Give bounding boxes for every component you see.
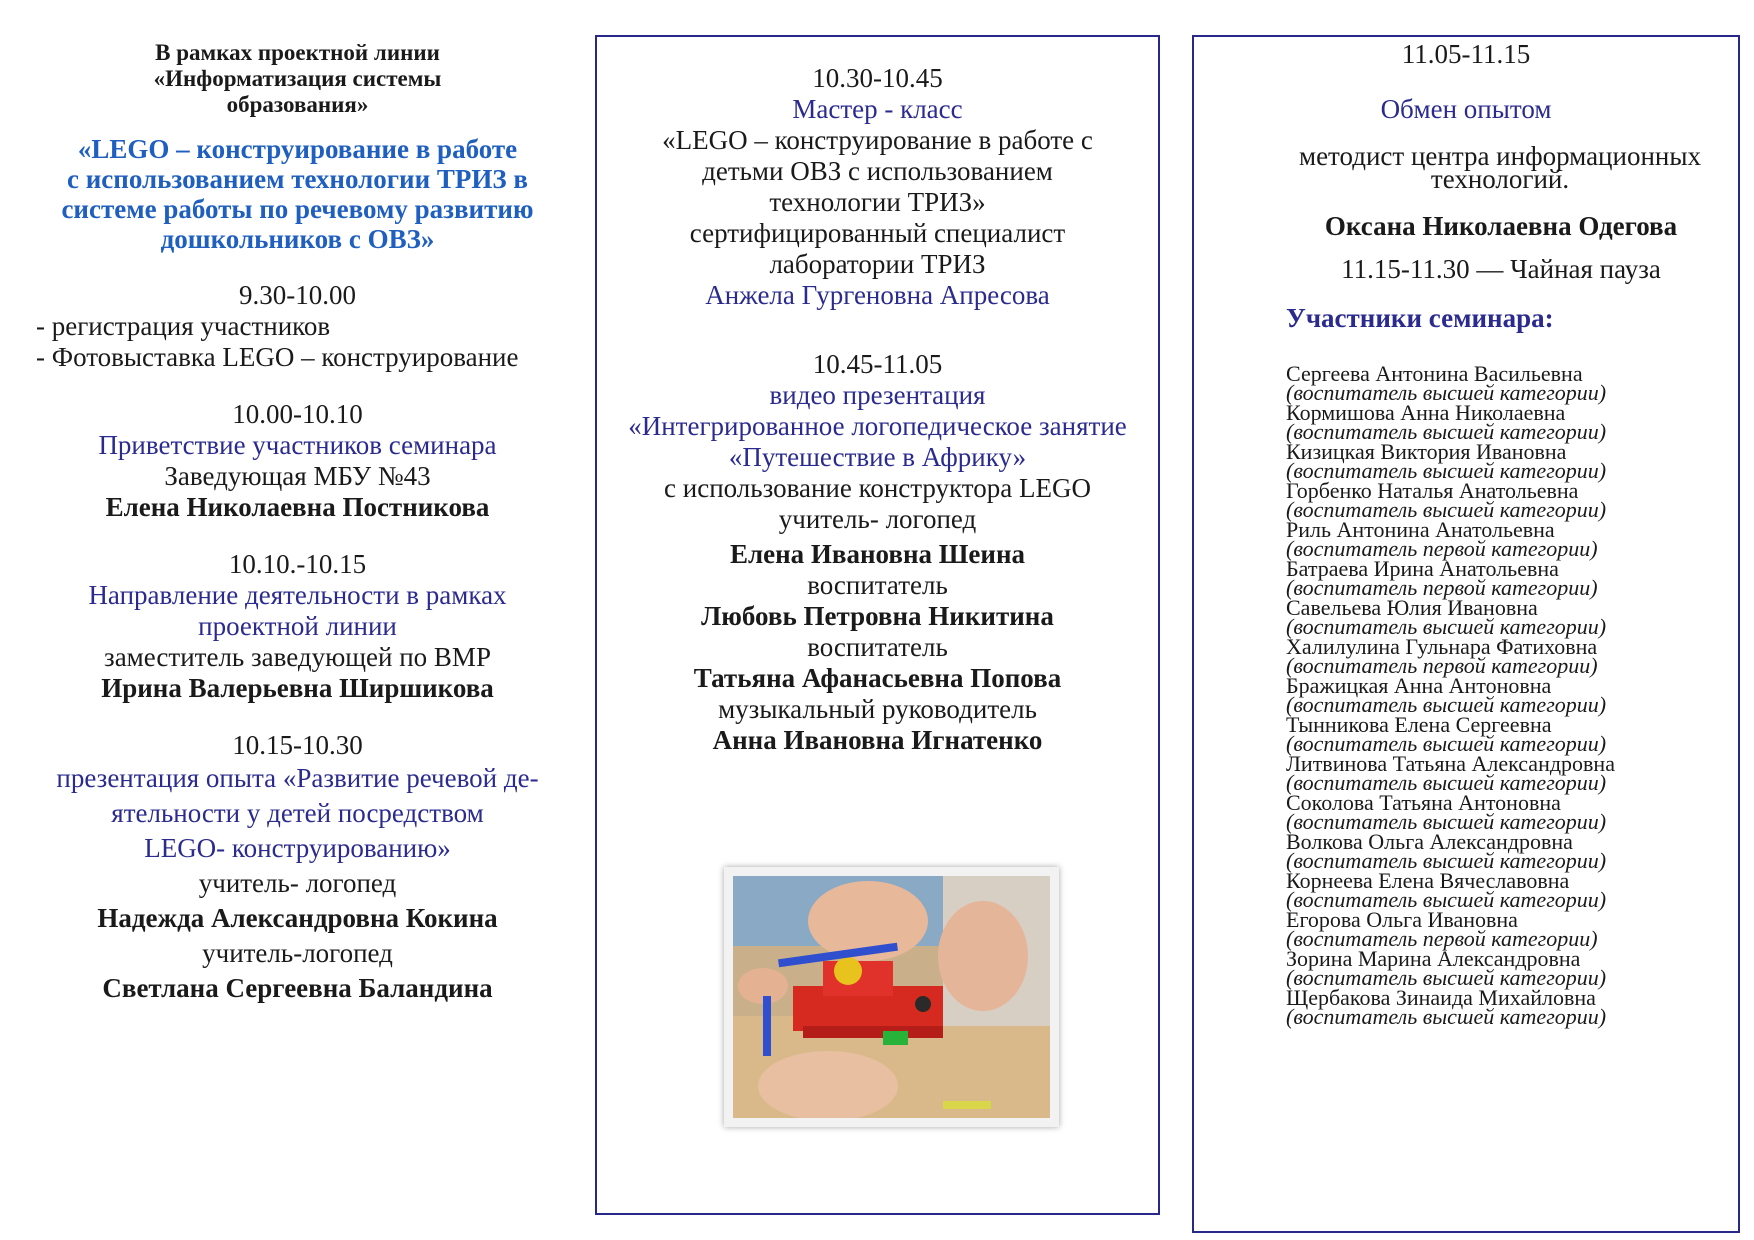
speaker-role-line: методист центра информационных — [1298, 141, 1701, 171]
description-line: «LEGO – конструирование в работе с — [662, 125, 1093, 155]
participant-role: (воспитатель высшей категории) — [1286, 770, 1607, 795]
participant-name: Сергеева Антонина Васильевна — [1286, 361, 1583, 386]
list-item — [1286, 751, 1738, 795]
session-title-line: видео презентация — [769, 380, 986, 410]
session-title: Обмен опытом — [1380, 94, 1552, 124]
participant-name: Бражицкая Анна Антоновна — [1286, 673, 1552, 698]
participant-role: (воспитатель высшей категории) — [1286, 419, 1607, 444]
speaker-role — [1194, 141, 1738, 194]
left-column — [30, 40, 565, 1006]
description-line: сертифицированный специалист — [689, 218, 1066, 248]
session-title: Приветствие участников семинара — [98, 430, 497, 460]
list-item — [1286, 595, 1738, 639]
list-item — [1286, 673, 1738, 717]
participant-role: (воспитатель первой категории) — [1286, 653, 1598, 678]
participant-role: (воспитатель высшей категории) — [1286, 692, 1607, 717]
list-item — [1286, 829, 1738, 873]
speaker-role: воспитатель — [807, 570, 948, 600]
participant-name: Щербакова Зинаида Михайловна — [1286, 985, 1596, 1010]
agenda-item-direction — [30, 549, 565, 704]
participants-title: Участники семинара: — [1286, 303, 1554, 333]
speaker-role: заместитель заведующей по ВМР — [104, 642, 491, 672]
participant-name: Егорова Ольга Ивановна — [1286, 907, 1518, 932]
participant-name: Корнеева Елена Вячеславовна — [1286, 868, 1570, 893]
session-title-line: ятельности у детей посредством — [111, 798, 484, 828]
participant-name: Зорина Марина Александровна — [1286, 946, 1581, 971]
speaker-role-line: технологий. — [1430, 164, 1570, 194]
time-slot: 11.05-11.15 — [1401, 39, 1531, 69]
time-slot: 10.00-10.10 — [232, 399, 363, 429]
right-column — [1192, 35, 1740, 1233]
list-item — [1286, 712, 1738, 756]
participant-role: (воспитатель первой категории) — [1286, 926, 1598, 951]
participant-role: (воспитатель первой категории) — [1286, 536, 1598, 561]
participant-name: Кизицкая Виктория Ивановна — [1286, 439, 1567, 464]
session-title-line: проектной линии — [198, 611, 397, 641]
speaker-name: Оксана Николаевна Одегова — [1324, 211, 1678, 241]
speaker-name: Татьяна Афанасьевна Попова — [693, 663, 1062, 693]
time-slot: 9.30-10.00 — [239, 280, 356, 310]
list-item — [1286, 907, 1738, 951]
session-title-line: LEGO- конструированию» — [144, 833, 451, 863]
participant-role: (воспитатель высшей категории) — [1286, 731, 1607, 756]
participant-name: Савельева Юлия Ивановна — [1286, 595, 1538, 620]
lego-photo — [724, 867, 1059, 1127]
list-item — [1286, 361, 1738, 405]
session-title: Мастер - класс — [792, 94, 963, 124]
middle-column — [595, 35, 1160, 1215]
agenda-item-video — [597, 349, 1158, 756]
speaker-role: учитель-логопед — [202, 938, 393, 968]
list-item — [1286, 517, 1738, 561]
list-item — [1286, 439, 1738, 483]
list-item: - Фотовыставка LEGO – конструирование — [36, 342, 519, 372]
participant-role: (воспитатель высшей категории) — [1286, 848, 1607, 873]
participant-role: (воспитатель высшей категории) — [1286, 458, 1607, 483]
participant-name: Халилулина Гульнара Фатиховна — [1286, 634, 1598, 659]
participant-role: (воспитатель высшей категории) — [1286, 497, 1607, 522]
participant-name: Соколова Татьяна Антоновна — [1286, 790, 1561, 815]
participant-role: (воспитатель высшей категории) — [1286, 380, 1607, 405]
list-item: - регистрация участников — [36, 311, 331, 341]
list-item — [1286, 985, 1738, 1029]
speaker-name: Светлана Сергеевна Баландина — [102, 973, 493, 1003]
agenda-item-welcome — [30, 399, 565, 523]
session-title-line: «Интегрированное логопедическое занятие — [628, 411, 1127, 441]
title-line: «LEGO – конструирование в работе — [77, 134, 518, 164]
list-item — [1286, 634, 1738, 678]
list-item — [1286, 790, 1738, 834]
session-title-line: «Путешествие в Африку» — [728, 442, 1027, 472]
time-slot: 10.30-10.45 — [812, 63, 943, 93]
speaker-name: Любовь Петровна Никитина — [701, 601, 1054, 631]
description-line: детьми ОВЗ с использованием — [702, 156, 1053, 186]
list-item — [1286, 400, 1738, 444]
title-line: с использованием технологии ТРИЗ в — [66, 164, 528, 194]
participant-name: Тынникова Елена Сергеевна — [1286, 712, 1552, 737]
speaker-role: учитель- логопед — [198, 868, 397, 898]
agenda-item-registration — [30, 280, 565, 373]
participant-name: Горбенко Наталья Анатольевна — [1286, 478, 1579, 503]
participant-name: Риль Антонина Анатольевна — [1286, 517, 1555, 542]
participant-name: Литвинова Татьяна Александровна — [1286, 751, 1615, 776]
description-line: с использование конструктора LEGO — [664, 473, 1091, 503]
lego-photo-image — [733, 876, 1050, 1118]
time-slot: 10.15-10.30 — [232, 730, 363, 760]
participant-name: Кормишова Анна Николаевна — [1286, 400, 1566, 425]
tea-break: 11.15-11.30 — Чайная пауза — [1341, 254, 1661, 284]
session-title-line: Направление деятельности в рамках — [88, 580, 507, 610]
title-line: системе работы по речевому развитию — [61, 194, 534, 224]
speaker-name: Анна Ивановна Игнатенко — [712, 725, 1043, 755]
speaker-name: Елена Ивановна Шеина — [729, 539, 1026, 569]
participant-role: (воспитатель высшей категории) — [1286, 614, 1607, 639]
header-line: В рамках проектной линии — [155, 40, 440, 65]
speaker-name: Надежда Александровна Кокина — [97, 903, 498, 933]
list-item — [1286, 868, 1738, 912]
agenda-item-presentation — [30, 730, 565, 1006]
time-slot: 10.10.-10.15 — [228, 549, 367, 579]
seminar-title — [30, 134, 565, 254]
list-item — [1286, 478, 1738, 522]
agenda-item-master-class — [597, 63, 1158, 311]
speaker-role: воспитатель — [807, 632, 948, 662]
participant-name: Батраева Ирина Анатольевна — [1286, 556, 1559, 581]
speaker-role: музыкальный руководитель — [718, 694, 1037, 724]
participant-role: (воспитатель высшей категории) — [1286, 809, 1607, 834]
participant-role: (воспитатель первой категории) — [1286, 575, 1598, 600]
participants-list — [1194, 361, 1738, 1029]
speaker-role: Заведующая МБУ №43 — [164, 461, 431, 491]
participant-role: (воспитатель высшей категории) — [1286, 965, 1607, 990]
time-slot: 10.45-11.05 — [812, 349, 943, 379]
project-header — [30, 40, 565, 118]
description-line: технологии ТРИЗ» — [769, 187, 986, 217]
speaker-name: Анжела Гургеновна Апресова — [705, 280, 1050, 310]
participant-role: (воспитатель высшей категории) — [1286, 887, 1607, 912]
header-line: образования» — [226, 92, 369, 117]
participant-name: Волкова Ольга Александровна — [1286, 829, 1573, 854]
description-line: учитель- логопед — [778, 504, 977, 534]
speaker-name: Ирина Валерьевна Ширшикова — [101, 673, 494, 703]
list-item — [1286, 946, 1738, 990]
participant-role: (воспитатель высшей категории) — [1286, 1004, 1607, 1029]
title-line: дошкольников с ОВЗ» — [160, 224, 435, 254]
agenda-item-exchange — [1194, 39, 1738, 285]
header-line: «Информатизация системы — [153, 66, 442, 91]
speaker-name: Елена Николаевна Постникова — [105, 492, 490, 522]
description-line: лаборатории ТРИЗ — [769, 249, 986, 279]
session-title-line: презентация опыта «Развитие речевой де- — [56, 763, 539, 793]
list-item — [1286, 556, 1738, 600]
